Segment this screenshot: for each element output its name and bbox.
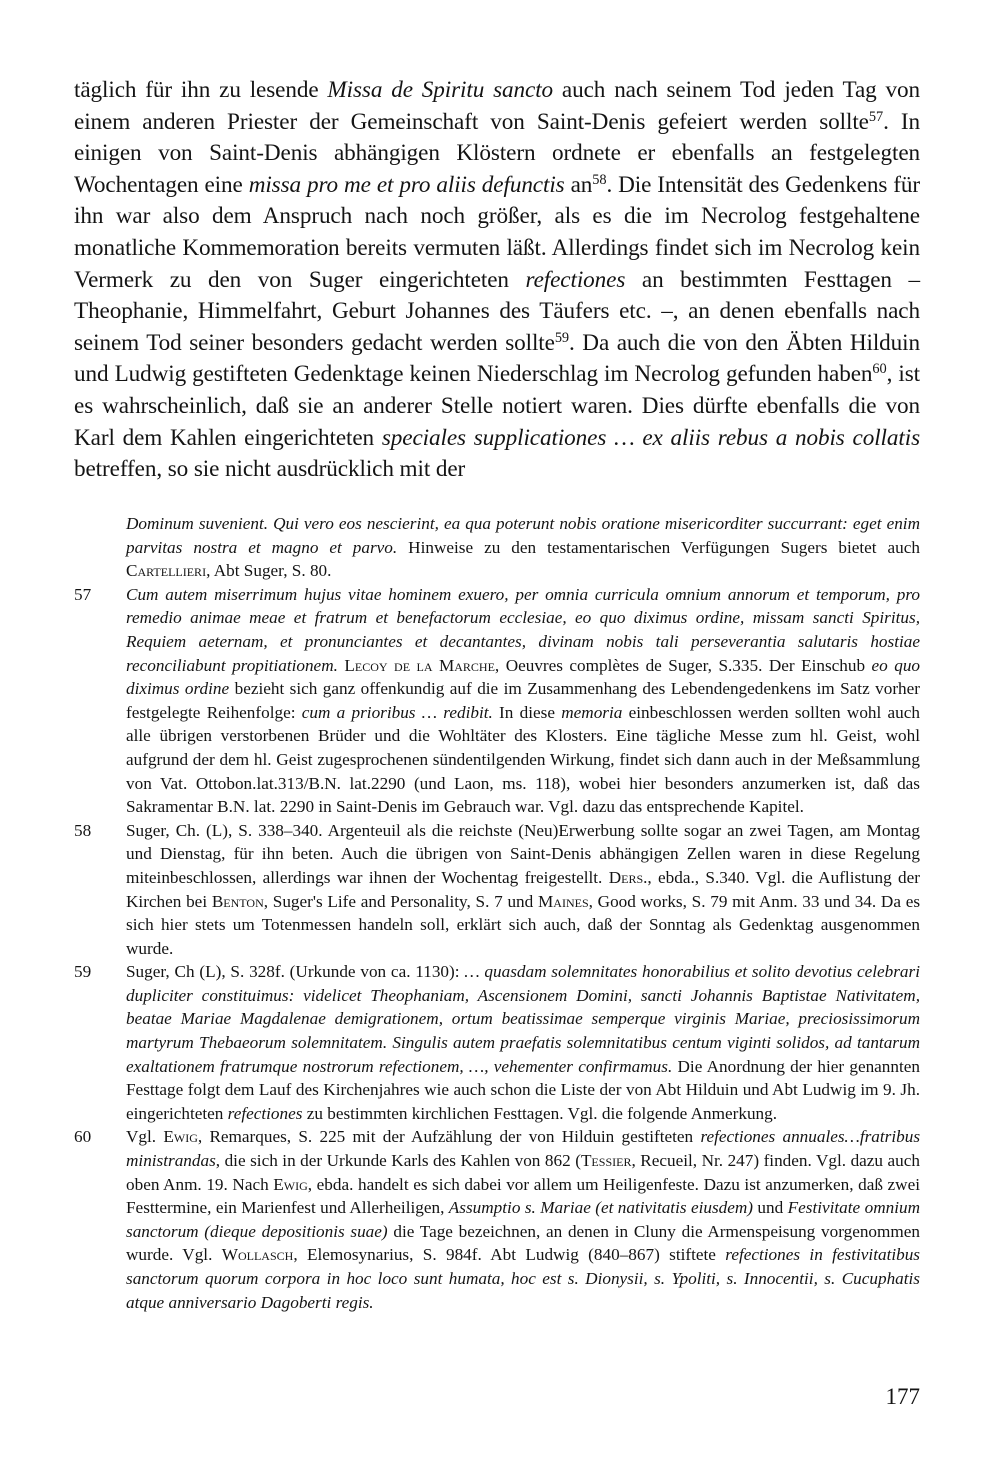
italic-text: refectiones [227, 1103, 303, 1123]
italic-text: Cum autem miserrimum hujus vitae hominem exuero, per omnia curricula omnium annorum et temporum, pro remedio animae meae et fratrum et benefactorum ecclesiae, eo quo diximus ordine, missam sancti Spiritus, Requiem aeternam, et pronunciantes et decantantes, divinam nobis tali perseverantia salutaris hostiae reconciliabunt propitiationem. [126, 584, 920, 675]
italic-text: missa pro me et pro aliis defunctis [248, 171, 565, 198]
footnote-number: 59 [74, 962, 92, 982]
text-run: , Elemosynarius, S. 984f. Abt Ludwig (840–867) stiftete [293, 1245, 726, 1265]
text-run: . In einigen von Saint-Denis abhängigen Klöstern ordnete er ebenfalls an festgelegten Wochentagen eine [74, 108, 920, 198]
text-run: , Suger's Life and Personality, S. 7 und [263, 891, 538, 911]
footnote-57 [74, 583, 921, 819]
footnote-59 [74, 960, 920, 1125]
italic-text: cum a prioribus … redibit. [301, 702, 493, 722]
text-run: , die sich in der Urkunde Karls des Kahlen von 862 ( [215, 1151, 581, 1171]
author-name: Wollasch [221, 1245, 294, 1265]
text-run: , Oeuvres complètes de Suger, S.335. Der Einschub [494, 655, 872, 675]
text-run: an bestimmten Festtagen – Theophanie, Himmelfahrt, Geburt Johannes des Täufers etc. –, an denen ebenfalls nach seinem Tod seiner besonders gedacht werden sollte [74, 266, 920, 356]
text-run: , Abt Suger, S. 80. [206, 561, 332, 581]
author-name: Ders. [608, 867, 648, 887]
footnote-60 [74, 1125, 921, 1314]
italic-text: Assumptio s. Mariae (et nativitatis eiusdem) [448, 1198, 754, 1218]
footnote-number: 60 [74, 1127, 92, 1147]
text-run: die Tage bezeichnen, an denen in Cluny die Armenspeisung vorgenommen wurde. Vgl. [126, 1221, 920, 1265]
text-run: , ebda. handelt es sich dabei vor allem um Heiligenfeste. Dazu ist anzumerken, daß zwei Festtermine, ein Marienfest und Allerheiligen, [126, 1174, 920, 1218]
italic-text: Missa de Spiritu sancto [327, 77, 554, 103]
author-name: Ewig [273, 1174, 308, 1194]
page-number: 177 [885, 1384, 920, 1409]
text-run: . Die Intensität des Gedenkens für ihn war also dem Anspruch nach noch größer, als es die im Necrolog festgehaltene monatliche Kommemoration bereits vermuten läßt. Allerdings findet sich im Necrolog kein Vermerk zu den von Suger eingerichteten [74, 171, 920, 293]
text-run: einbeschlossen werden sollten wohl auch alle übrigen verstorbenen Brüder und die Wohltäter des Klosters. Eine tägliche Messe zum hl. Geist, wohl aufgrund der dem hl. Geist zugesprochenen sündentilgenden Wirkung, findet sich dann auch in der Meßsammlung von Vat. Ottobon.lat.313/B.N. lat.2290 (und Laon, ms. 118), wobei hier besonders anzumerken ist, daß das Sakramentar B.N. lat. 2290 in Saint-Denis im Gebrauch war. Vgl. dazu das entsprechende Kapitel. [126, 702, 920, 817]
footnote-text [126, 821, 920, 958]
italic-text: speciales supplicationes … ex aliis rebus a nobis collatis [381, 424, 920, 451]
main-paragraph [74, 75, 920, 486]
text-run: Suger, Ch. (L), S. 338–340. Argenteuil als die reichste (Neu)Erwerbung sollte sogar an zwei Tagen, am Montag und Dienstag, für ihn beten. Auch die übrigen von Saint-Denis abhängigen Zellen waren in diese Regelung miteinbeschlossen, allerdings war ihnen der Wochentag freigestellt. [126, 820, 920, 887]
italic-text: refectiones [525, 266, 626, 293]
text-run: Suger, Ch (L), S. 328f. (Urkunde von ca. 1130): [126, 962, 465, 982]
author-name: Benton [211, 891, 264, 911]
text-run: zu bestimmten kirchlichen Festtagen. Vgl. die folgende Anmerkung. [302, 1103, 778, 1123]
italic-text: Festivitate omnium sanctorum (dieque depositionis suae) [126, 1198, 920, 1241]
text-run: . Da auch die von den Äbten Hilduin und Ludwig gestifteten Gedenktage keinen Niederschlag im Necrolog gefunden haben [74, 329, 920, 388]
text-run: Die Anordnung der hier genannten Festtage folgt dem Lauf des Kirchenjahres wie auch schon die Liste der von Abt Hilduin und Abt Ludwig im 9. Jh. eingerichteten [126, 1056, 920, 1123]
italic-text: Dominum suvenient. Qui vero eos nescierint, ea qua poterunt nobis oratione misericorditer succurrant: eget enim parvitas nostra et magno et parvo. [126, 514, 920, 557]
footnote-text [126, 962, 920, 1123]
author-name: Maines [538, 891, 589, 911]
text-run: Vgl. [126, 1127, 164, 1147]
author-name: Tessier [580, 1151, 632, 1171]
footnote-number: 57 [74, 584, 92, 604]
text-run: In diese [492, 702, 562, 722]
footnote-number: 58 [74, 820, 92, 840]
author-name: Cartellieri [126, 561, 207, 581]
text-run: , ebda., S.340. Vgl. die Auflistung der Kirchen bei [126, 867, 920, 911]
text-run: täglich für ihn zu lesende [74, 77, 328, 103]
footnotes-section [74, 512, 920, 1314]
footnote-text [126, 585, 920, 816]
italic-text: … quasdam solemnitates honorabilius et solito devotius celebrari dupliciter constituimus: videlicet Theophaniam, Ascensionem Domini, sancti Johannis Baptistae Nativitatem, beatae Mariae Magdalenae demigrationem, ortum beatissimae semperque virginis Mariae, preciosissimorum martyrum Thebaeorum solemnitatem. Singulis autem praefatis solemnitatibus centum viginti solidos, ad tantarum exaltationem fratrumque nostrorum refectionem, …, vehementer confirmamus. [126, 962, 920, 1076]
footnote-reference: 60 [872, 361, 887, 378]
text-run: , ist es wahrscheinlich, daß sie an anderer Stelle notiert waren. Dies dürfte ebenfalls die von Karl dem Kahlen eingerichteten [74, 361, 920, 451]
text-run: Hinweise zu den testamentarischen Verfügungen Sugers bietet auch [397, 537, 921, 557]
text-run: , Recueil, Nr. 247) finden. Vgl. dazu auch oben Anm. 19. Nach [126, 1151, 920, 1194]
text-run: an [564, 171, 593, 198]
footnote-text [126, 1127, 920, 1311]
author-name: Lecoy de la Marche [344, 655, 495, 675]
footnote-reference: 58 [592, 171, 607, 188]
text-run: bezieht sich ganz offenkundig auf die im Zusammenhang des Lebendengedenkens im Satz vorher festgelegte Reihenfolge: [126, 679, 920, 722]
text-run: , Good works, S. 79 mit Anm. 33 und 34. Da es sich hier stets um Totenmessen handeln soll, erklärt sich auch, daß der Sonntag als Gedenktag ausgenommen wurde. [126, 891, 921, 958]
text-run: und [753, 1198, 788, 1218]
footnote-58 [74, 819, 921, 961]
italic-text: eo quo diximus ordine [126, 655, 921, 699]
footnote-reference: 57 [868, 108, 884, 125]
italic-text: refectiones annuales…fratribus ministrandas [126, 1127, 921, 1171]
footnote-continuation [126, 512, 920, 583]
italic-text: refectiones in festivitatibus sanctorum quorum corpora in hoc loco sunt humata, hoc est s. Dionysii, s. Ypoliti, s. Innocentii, s. Cucuphatis atque anniversario Dagoberti regis. [126, 1245, 920, 1312]
footnote-reference: 59 [554, 329, 570, 346]
text-run: auch nach seinem Tod jeden Tag von einem anderen Priester der Gemeinschaft von Saint-Denis gefeiert werden sollte [74, 77, 920, 135]
main-text [74, 75, 920, 486]
italic-text: memoria [561, 702, 623, 722]
text-run: betreffen, so sie nicht ausdrücklich mit der [74, 456, 466, 483]
author-name: Ewig [163, 1127, 198, 1147]
text-run: , Remarques, S. 225 mit der Aufzählung der von Hilduin gestifteten [197, 1127, 701, 1147]
